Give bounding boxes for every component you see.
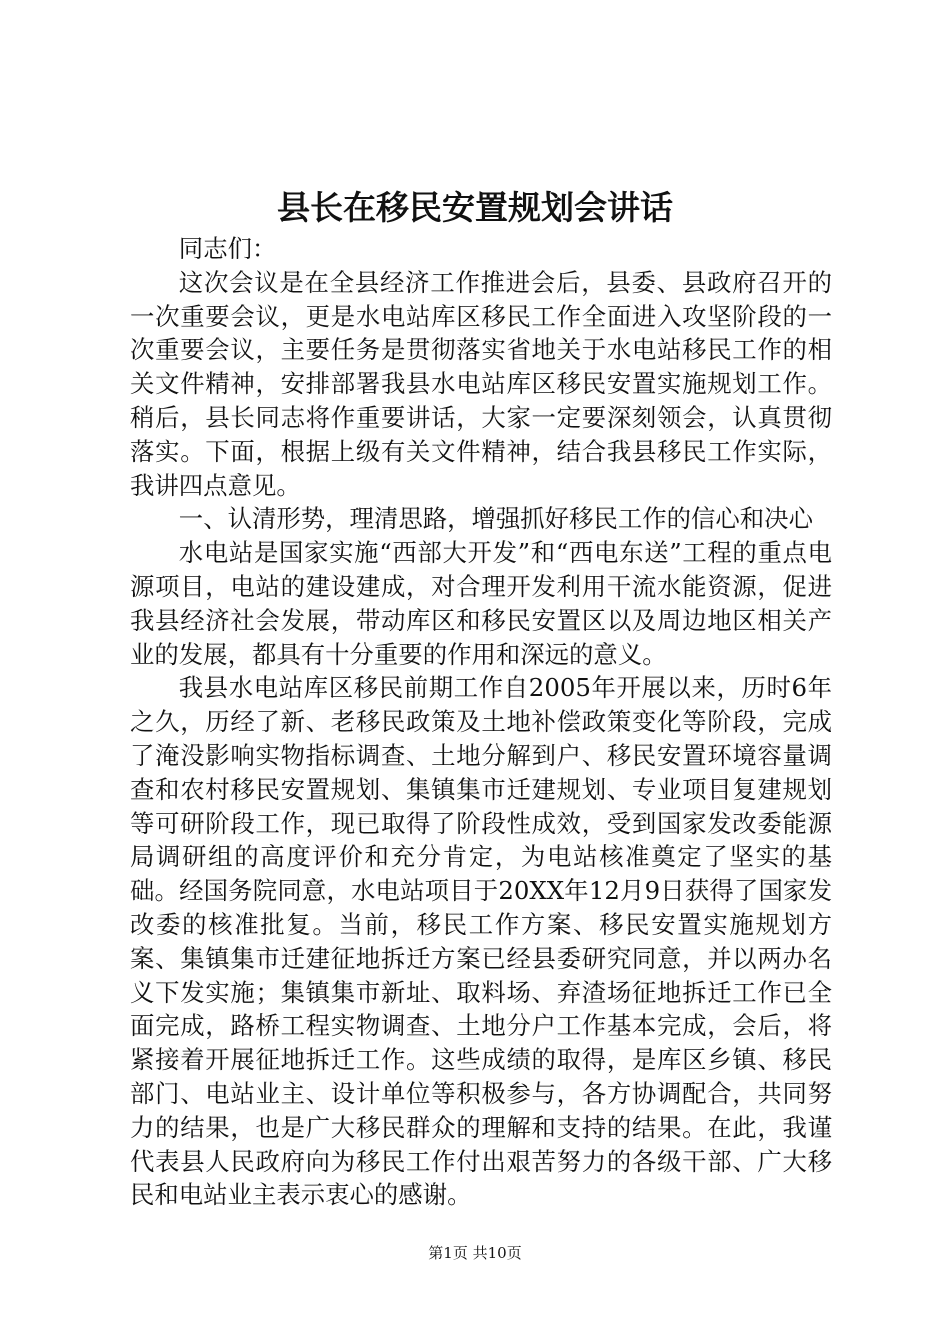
document-body <box>130 232 832 1212</box>
document-title: 县长在移民安置规划会讲话 <box>277 188 673 227</box>
paragraph-project-significance: 水电站是国家实施“西部大开发”和“西电东送”工程的重点电源项目，电站的建设建成，对合理开发利用干流水能资源，促进我县经济社会发展，带动库区和移民安置区以及周边地区相关产业的发展，都具有十分重要的作用和深远的意义。 <box>130 538 832 669</box>
paragraph-intro: 这次会议是在全县经济工作推进会后，县委、县政府召开的一次重要会议，更是水电站库区移民工作全面进入攻坚阶段的一次重要会议，主要任务是贯彻落实省地关于水电站移民工作的相关文件精神，安排部署我县水电站库区移民安置实施规划工作。稍后，县长同志将作重要讲话，大家一定要深刻领会，认真贯彻落实。下面，根据上级有关文件精神，结合我县移民工作实际，我讲四点意见。 <box>130 267 832 500</box>
paragraph-progress: 我县水电站库区移民前期工作自2005年开展以来，历时6年之久，历经了新、老移民政策及土地补偿政策变化等阶段，完成了淹没影响实物指标调查、土地分解到户、移民安置环境容量调查和农村移民安置规划、集镇集市迁建规划、专业项目复建规划等可研阶段工作，现已取得了阶段性成效，受到国家发改委能源局调研组的高度评价和充分肯定，为电站核准奠定了坚实的基础。经国务院同意，水电站项目于20XX年12月9日获得了国家发改委的核准批复。当前，移民工作方案、移民安置实施规划方案、集镇集市迁建征地拆迁方案已经县委研究同意，并以两办名义下发实施；集镇集市新址、取料场、弃渣场征地拆迁工作已全面完成，路桥工程实物调查、土地分户工作基本完成，会后，将紧接着开展征地拆迁工作。这些成绩的取得，是库区乡镇、移民部门、电站业主、设计单位等积极参与，各方协调配合，共同努力的结果，也是广大移民群众的理解和支持的结果。在此，我谨代表县人民政府向为移民工作付出艰苦努力的各级干部、广大移民和电站业主表示衷心的感谢。 <box>130 673 832 1210</box>
page-number-footer: 第1页 共10页 <box>428 1244 522 1262</box>
section-heading-1: 一、认清形势，理清思路，增强抓好移民工作的信心和决心 <box>178 504 813 534</box>
paragraph-salutation: 同志们： <box>178 234 277 263</box>
